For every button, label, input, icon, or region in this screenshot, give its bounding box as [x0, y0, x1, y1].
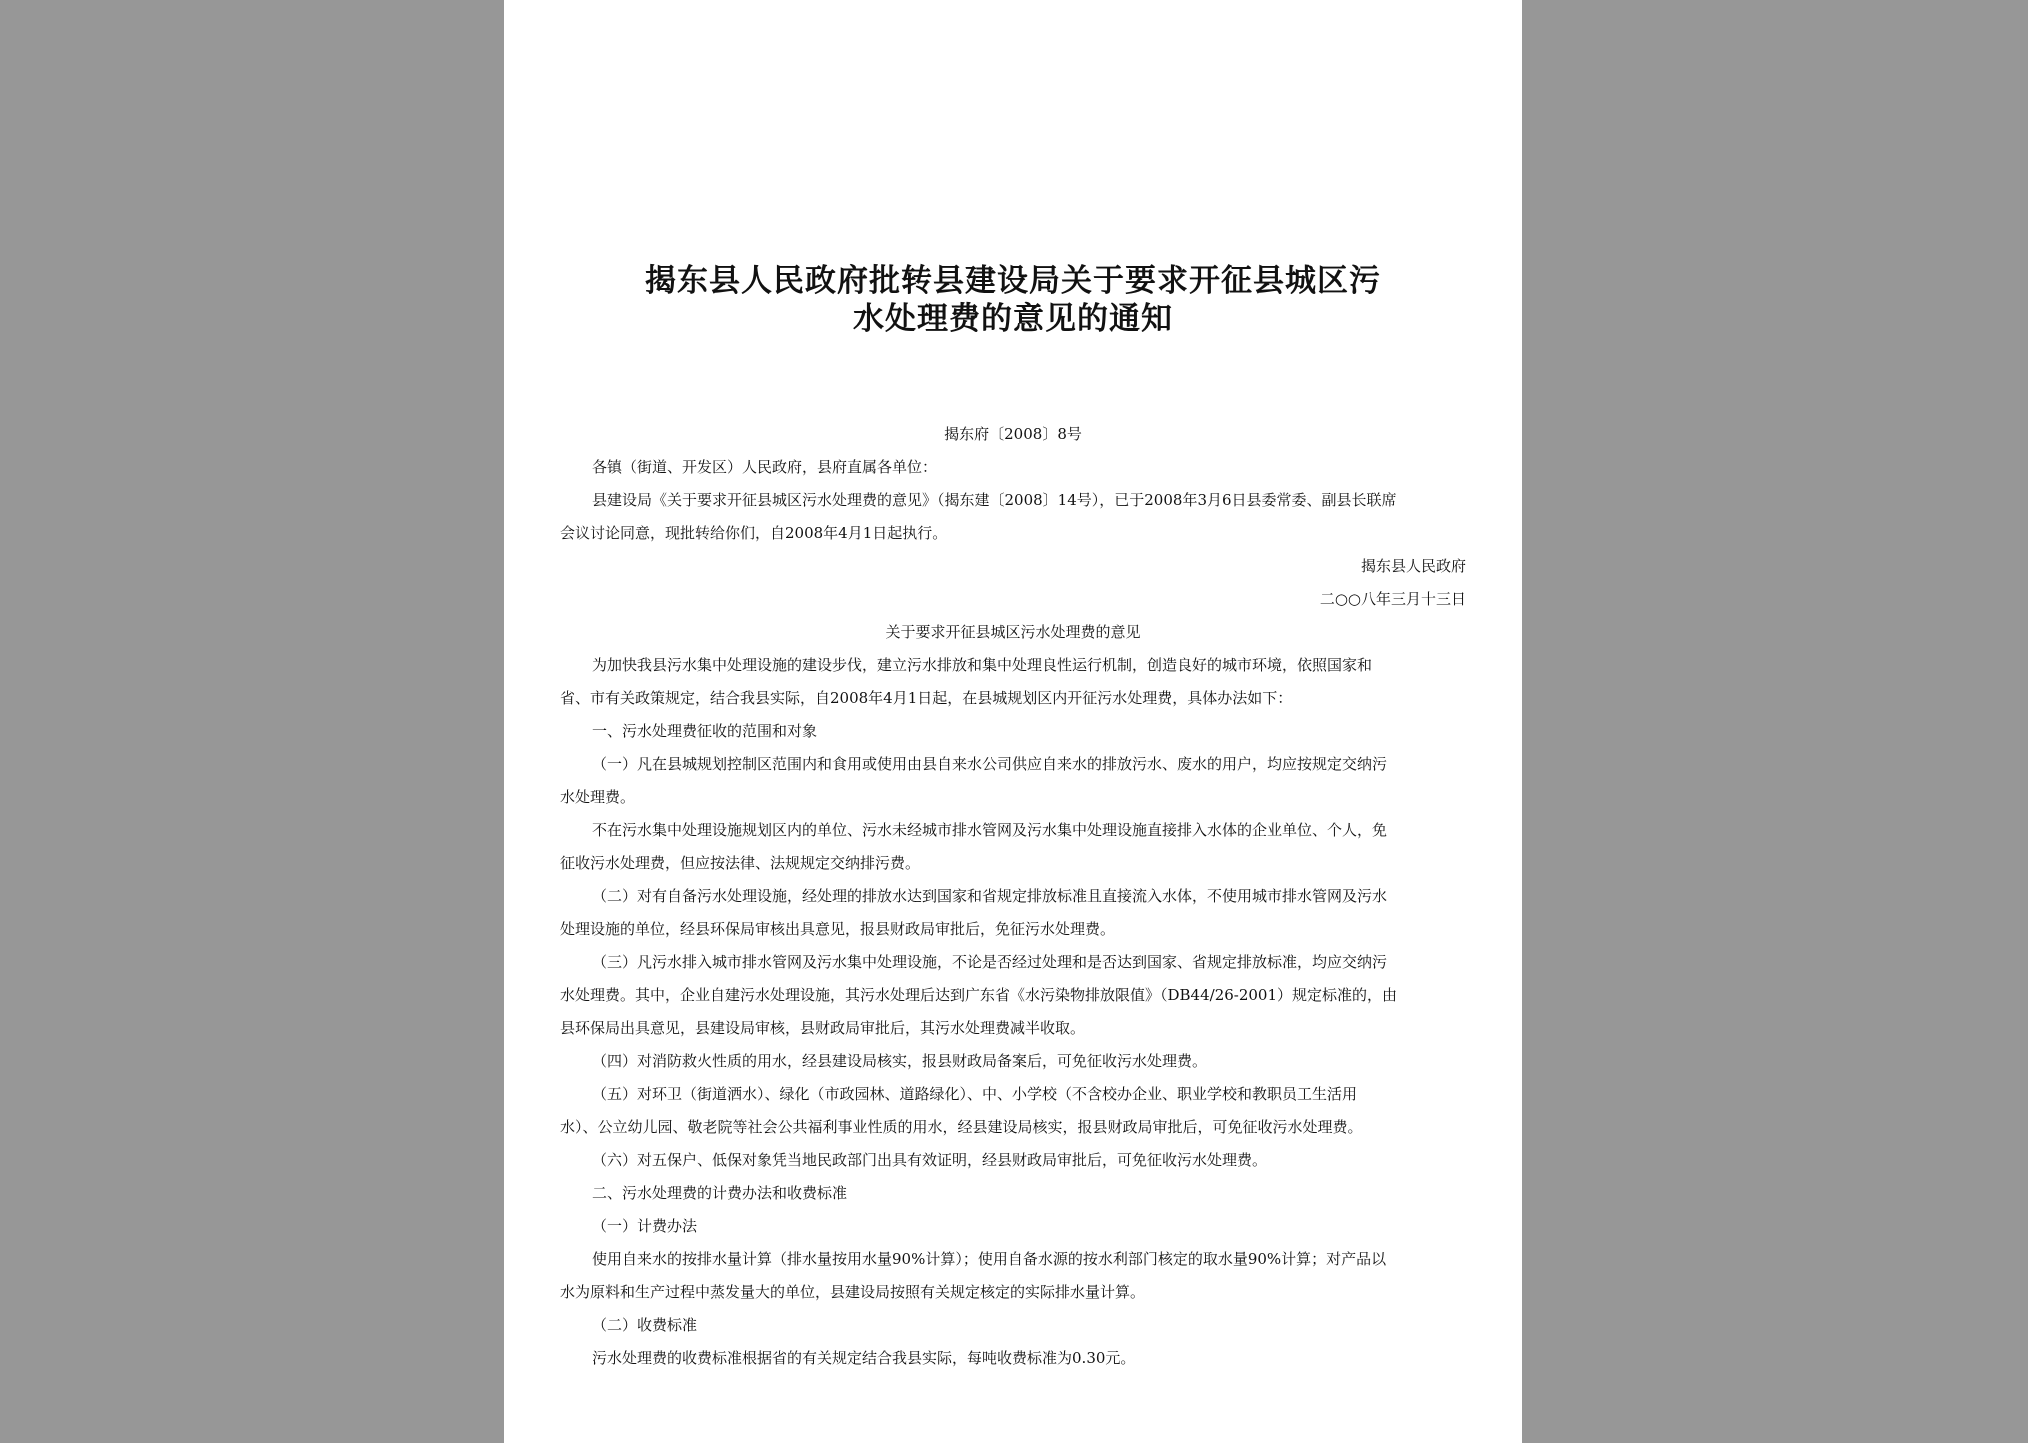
section-2-item-2-line-1: 污水处理费的收费标准根据省的有关规定结合我县实际，每吨收费标准为0.30元。: [592, 1349, 1136, 1367]
section-1-item-1b-line-1: 不在污水集中处理设施规划区内的单位、污水未经城市排水管网及污水集中处理设施直接排入水体的企业单位、个人，免: [592, 821, 1388, 839]
intro-line-1: 县建设局《关于要求开征县城区污水处理费的意见》（揭东建〔2008〕14号），已于2008年3月6日县委常委、副县长联席: [592, 491, 1397, 509]
paragraph-1-line-1: 为加快我县污水集中处理设施的建设步伐，建立污水排放和集中处理良性运行机制，创造良好的城市环境，依照国家和: [592, 656, 1373, 674]
section-1-item-6: （六）对五保户、低保对象凭当地民政部门出具有效证明，经县财政局审批后，可免征收污水处理费。: [592, 1151, 1268, 1169]
section-2-item-1-heading: （一）计费办法: [592, 1217, 698, 1235]
section-2-heading: 二、污水处理费的计费办法和收费标准: [592, 1184, 848, 1202]
subtitle: 关于要求开征县城区污水处理费的意见: [885, 623, 1141, 641]
signature-org: 揭东县人民政府: [1360, 557, 1466, 575]
intro-line-2: 会议讨论同意，现批转给你们，自2008年4月1日起执行。: [560, 524, 948, 542]
section-1-item-1b-line-2: 征收污水处理费，但应按法律、法规规定交纳排污费。: [560, 854, 921, 872]
document-number: 揭东府〔2008〕8号: [944, 425, 1082, 443]
signature-date: 二○○八年三月十三日: [1319, 590, 1466, 608]
section-1-item-1-line-1: （一）凡在县城规划控制区范围内和食用或使用由县自来水公司供应自来水的排放污水、废水的用户，均应按规定交纳污: [592, 755, 1388, 773]
title-line-2: 水处理费的意见的通知: [853, 301, 1173, 337]
title-line-1: 揭东县人民政府批转县建设局关于要求开征县城区污: [645, 263, 1381, 299]
section-1-item-3-line-3: 县环保局出具意见，县建设局审核，县财政局审批后，其污水处理费减半收取。: [560, 1019, 1086, 1037]
paragraph-1-line-2: 省、市有关政策规定，结合我县实际，自2008年4月1日起，在县城规划区内开征污水处理费，具体办法如下：: [560, 689, 1293, 707]
section-1-item-3-line-2: 水处理费。其中，企业自建污水处理设施，其污水处理后达到广东省《水污染物排放限值》（DB44/26-2001）规定标准的，由: [560, 986, 1398, 1004]
section-1-item-3-line-1: （三）凡污水排入城市排水管网及污水集中处理设施，不论是否经过处理和是否达到国家、省规定排放标准，均应交纳污: [592, 953, 1388, 971]
document-page: [504, 0, 1522, 1443]
section-1-item-2-line-2: 处理设施的单位，经县环保局审核出具意见，报县财政局审批后，免征污水处理费。: [560, 920, 1116, 938]
addressee: 各镇（街道、开发区）人民政府，县府直属各单位：: [592, 458, 938, 476]
document-body: [560, 418, 1466, 1375]
section-1-item-5-line-2: 水）、公立幼儿园、敬老院等社会公共福利事业性质的用水，经县建设局核实，报县财政局审批后，可免征收污水处理费。: [560, 1118, 1363, 1136]
section-1-item-4: （四）对消防救火性质的用水，经县建设局核实，报县财政局备案后，可免征收污水处理费。: [592, 1052, 1208, 1070]
section-1-item-5-line-1: （五）对环卫（街道洒水）、绿化（市政园林、道路绿化）、中、小学校（不含校办企业、职业学校和教职员工生活用: [592, 1085, 1358, 1103]
section-1-heading: 一、污水处理费征收的范围和对象: [592, 722, 818, 740]
section-2-item-1-line-1: 使用自来水的按排水量计算（排水量按用水量90%计算）；使用自备水源的按水利部门核定的取水量90%计算；对产品以: [592, 1250, 1387, 1268]
section-1-item-2-line-1: （二）对有自备污水处理设施，经处理的排放水达到国家和省规定排放标准且直接流入水体，不使用城市排水管网及污水: [592, 887, 1388, 905]
section-2-item-2-heading: （二）收费标准: [592, 1316, 698, 1334]
section-2-item-1-line-2: 水为原料和生产过程中蒸发量大的单位，县建设局按照有关规定核定的实际排水量计算。: [560, 1283, 1146, 1301]
section-1-item-1-line-2: 水处理费。: [560, 788, 636, 806]
document-title: [564, 262, 1462, 338]
